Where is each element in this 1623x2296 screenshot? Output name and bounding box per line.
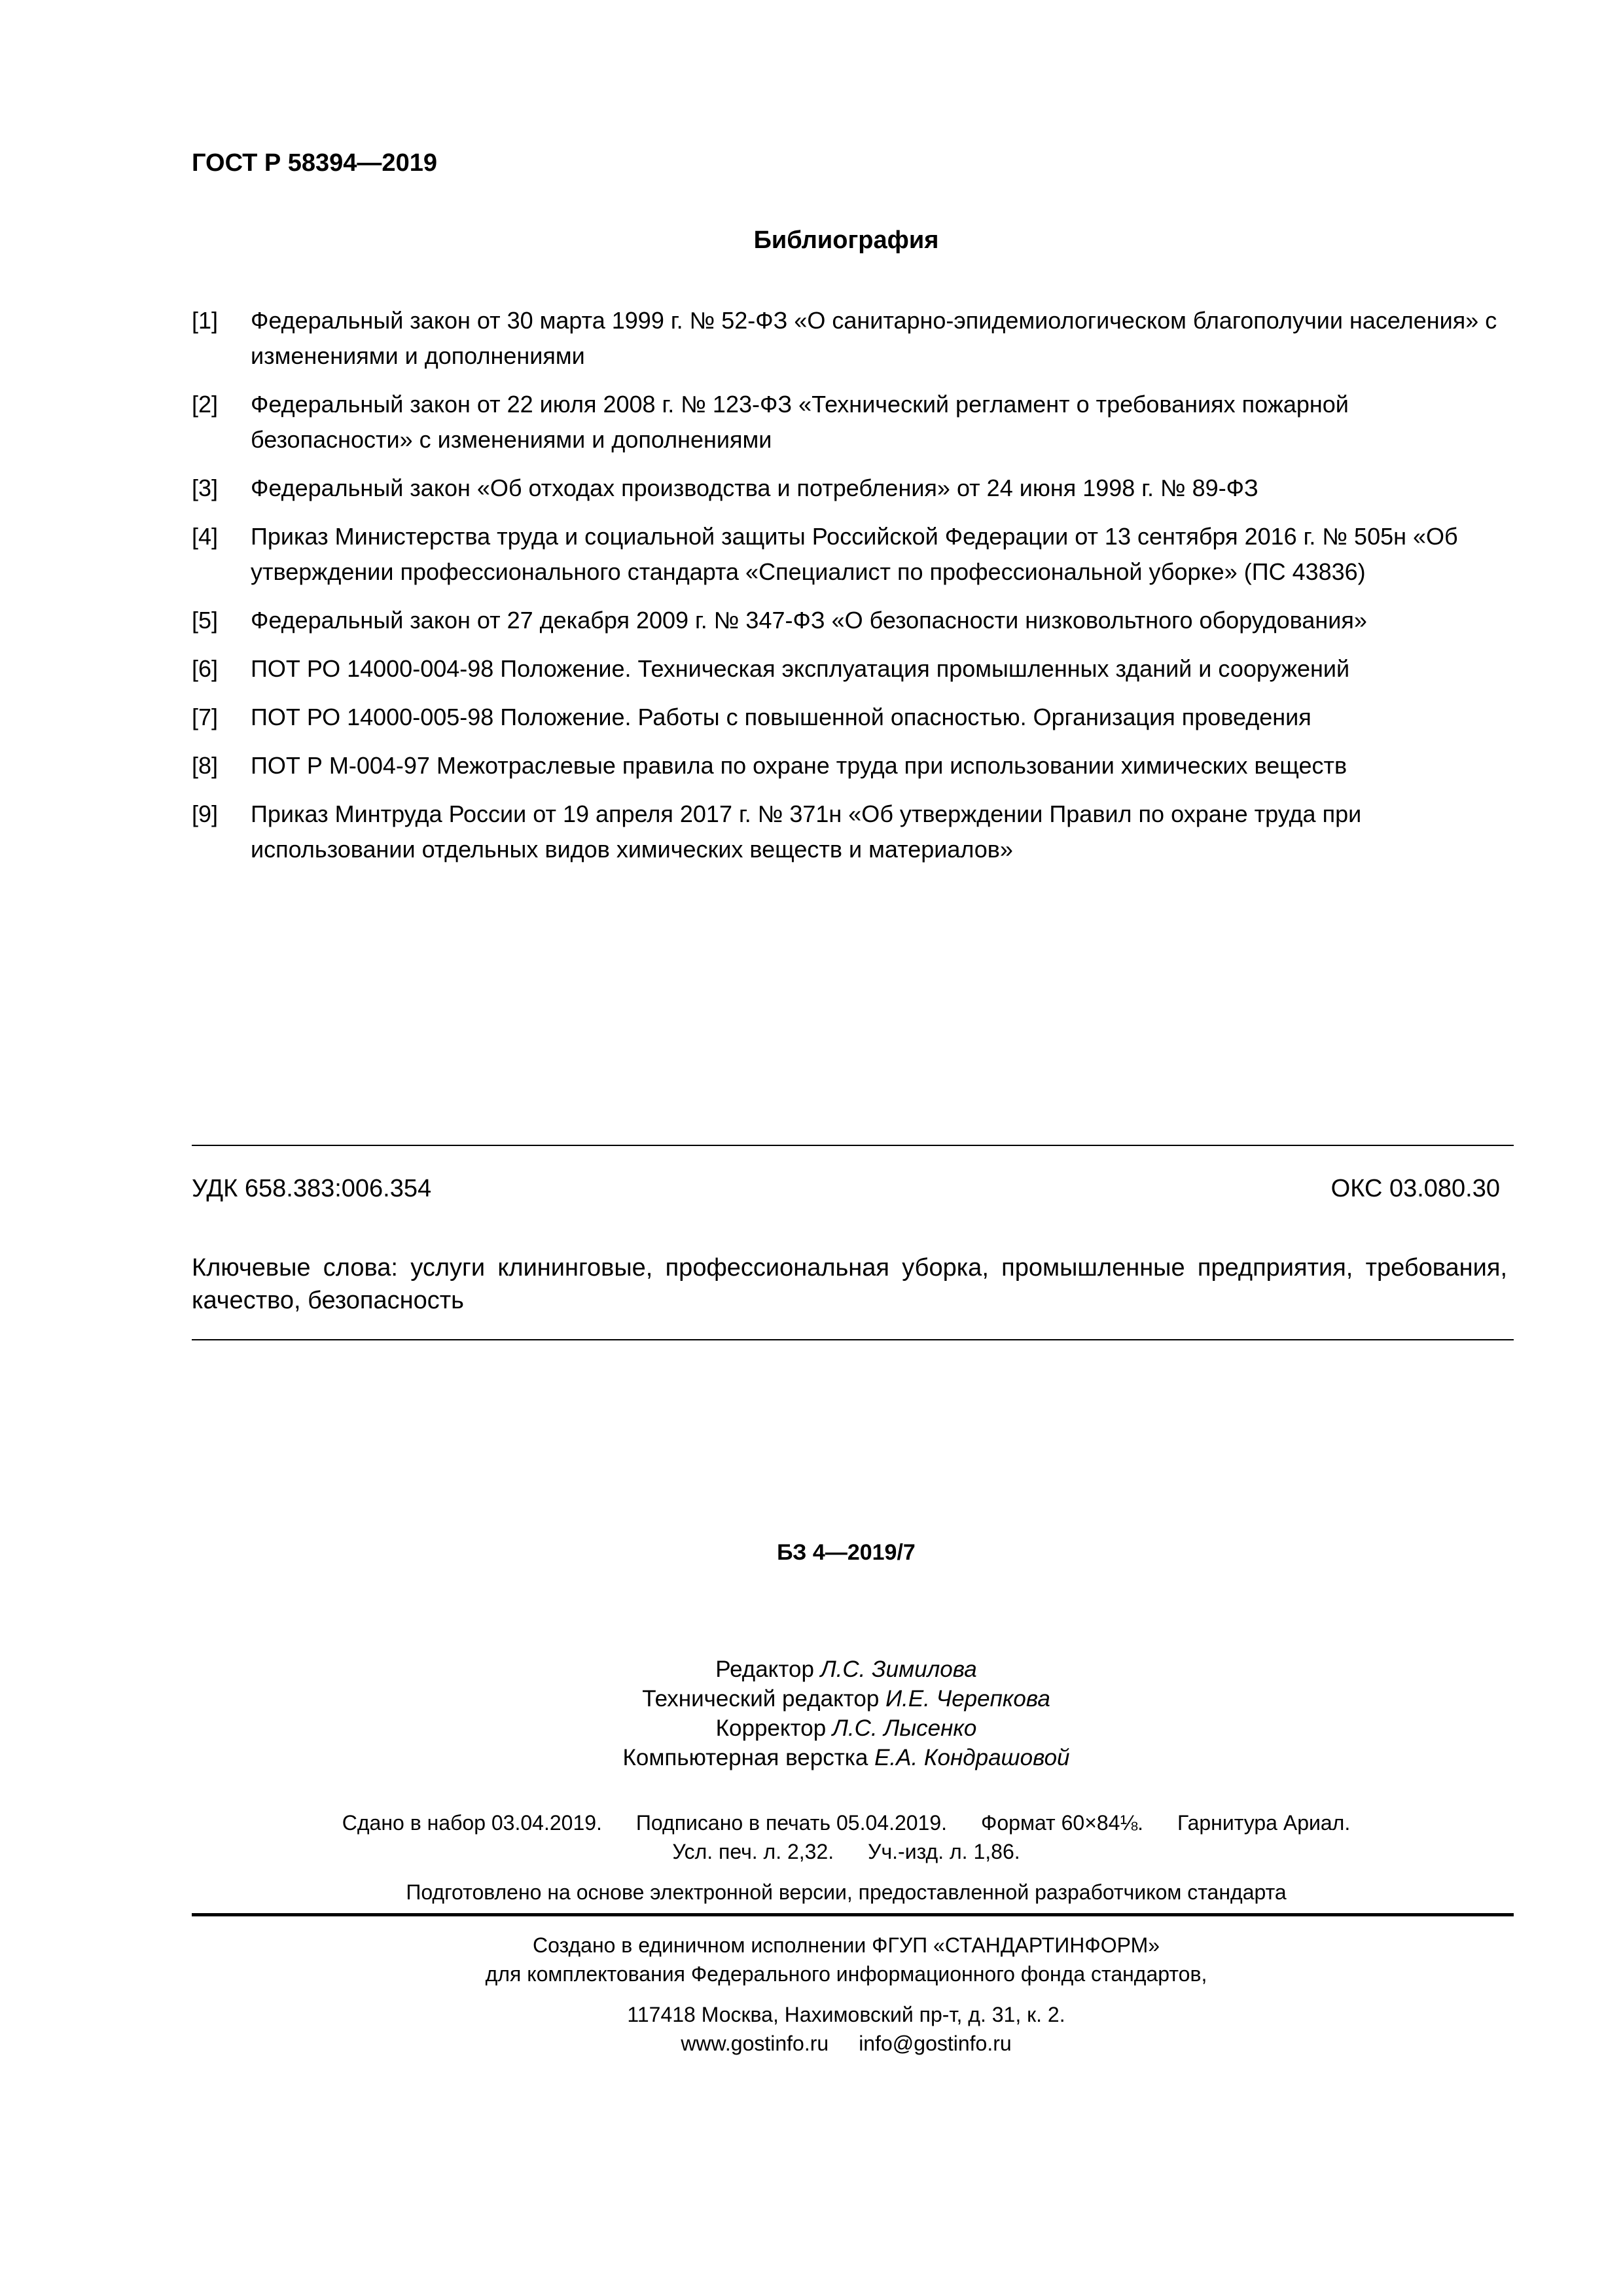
bibliography-item-text: ПОТ Р М-004-97 Межотраслевые правила по охране труда при использовании химических веществ <box>251 752 1347 779</box>
bibliography-item-text: Федеральный закон от 22 июля 2008 г. № 123-ФЗ «Технический регламент о требованиях пожарной безопасности» с изменениями и дополнениями <box>251 391 1349 453</box>
credit-person: Л.С. Лысенко <box>832 1715 977 1741</box>
prepared-note: Подготовлено на основе электронной версии, предоставленной разработчиком стандарта <box>406 1880 1287 1904</box>
credit-role: Компьютерная верстка <box>622 1745 868 1770</box>
credit-role: Редактор <box>715 1657 814 1682</box>
imprint-usl: Усл. печ. л. 2,32. <box>672 1840 834 1863</box>
document-code: ГОСТ Р 58394—2019 <box>192 149 437 177</box>
bibliography-item-text: Приказ Министерства труда и социальной защиты Российской Федерации от 13 сентября 2016 г. № 505н «Об утверждении профессионального стандарта «Специалист по профессиональной уборке» (ПС 43836) <box>251 523 1458 585</box>
bibliography-item-text: Федеральный закон от 27 декабря 2009 г. № 347-ФЗ «О безопасности низковольтного оборудования» <box>251 607 1367 634</box>
credit-role: Корректор <box>715 1715 827 1741</box>
bibliography-item <box>192 519 1514 590</box>
bibliography-item <box>192 651 1514 687</box>
bibliography-item-number: [5] <box>192 607 219 634</box>
credits-block <box>0 1655 1623 1772</box>
imprint-line-2 <box>0 1837 1623 1866</box>
bibliography-item <box>192 303 1514 374</box>
bibliography-item-number: [1] <box>192 307 219 334</box>
bibliography-item <box>192 387 1514 457</box>
bibliography-item-number: [6] <box>192 655 219 682</box>
credit-person: Е.А. Кондрашовой <box>874 1745 1070 1770</box>
imprint-sent: Сдано в набор 03.04.2019. <box>342 1811 602 1835</box>
address-block <box>0 2000 1623 2058</box>
publisher-block <box>0 1931 1623 1988</box>
publisher-line: Создано в единичном исполнении ФГУП «СТАНДАРТИНФОРМ» <box>532 1933 1160 1957</box>
imprint-block <box>0 1808 1623 1866</box>
bibliography-item-number: [3] <box>192 475 219 501</box>
bibliography-item-number: [7] <box>192 704 219 730</box>
bibliography-item <box>192 748 1514 783</box>
bibliography-item-number: [9] <box>192 800 219 827</box>
contacts-line <box>0 2029 1623 2058</box>
bibliography-item-number: [4] <box>192 523 219 550</box>
address-line: 117418 Москва, Нахимовский пр-т, д. 31, к. 2. <box>627 2003 1065 2026</box>
credit-line <box>0 1684 1623 1713</box>
imprint-uch: Уч.-изд. л. 1,86. <box>868 1840 1020 1863</box>
udk-code: УДК 658.383:006.354 <box>192 1175 432 1202</box>
website-link[interactable]: www.gostinfo.ru <box>681 2032 829 2055</box>
imprint-typeface: Гарнитура Ариал. <box>1177 1811 1351 1835</box>
bibliography-item-text: Федеральный закон от 30 марта 1999 г. № 52-ФЗ «О санитарно-эпидемиологическом благополучии населения» с изменениями и дополнениями <box>251 307 1497 369</box>
credit-line <box>0 1655 1623 1684</box>
keywords: Ключевые слова: услуги клининговые, профессиональная уборка, промышленные предприятия, требования, качество, безопасность <box>192 1254 1507 1314</box>
bibliography-item-number: [2] <box>192 391 219 418</box>
bibliography-item <box>192 700 1514 735</box>
divider-keywords <box>192 1339 1514 1340</box>
bibliography-item-text: Приказ Минтруда России от 19 апреля 2017 г. № 371н «Об утверждении Правил по охране труда при использовании отдельных видов химических веществ и материалов» <box>251 800 1362 863</box>
imprint-line-1 <box>0 1808 1623 1837</box>
bibliography-title: Библиография <box>753 226 939 254</box>
bibliography-item <box>192 797 1514 867</box>
bibliography-item-text: ПОТ РО 14000-004-98 Положение. Техническая эксплуатация промышленных зданий и сооружений <box>251 655 1350 682</box>
bibliography-item-text: ПОТ РО 14000-005-98 Положение. Работы с повышенной опасностью. Организация проведения <box>251 704 1311 730</box>
email-link[interactable]: info@gostinfo.ru <box>859 2032 1012 2055</box>
credit-person: Л.С. Зимилова <box>820 1657 977 1682</box>
bibliography-item-number: [8] <box>192 752 219 779</box>
divider-thick <box>192 1913 1514 1916</box>
imprint-format: Формат 60×84⅛. <box>981 1811 1144 1835</box>
divider-top <box>192 1145 1514 1146</box>
credit-line <box>0 1743 1623 1772</box>
bibliography-item-text: Федеральный закон «Об отходах производства и потребления» от 24 июня 1998 г. № 89-ФЗ <box>251 475 1258 501</box>
bibliography-list <box>192 303 1514 880</box>
credit-role: Технический редактор <box>642 1686 880 1712</box>
bibliography-item <box>192 603 1514 638</box>
publisher-line: для комплектования Федерального информационного фонда стандартов, <box>485 1962 1207 1986</box>
bibliography-item <box>192 471 1514 506</box>
credit-line <box>0 1713 1623 1743</box>
bz-code: БЗ 4—2019/7 <box>777 1540 916 1565</box>
imprint-signed: Подписано в печать 05.04.2019. <box>635 1811 948 1835</box>
oks-code: ОКС 03.080.30 <box>1330 1175 1500 1202</box>
credit-person: И.Е. Черепкова <box>885 1686 1050 1712</box>
